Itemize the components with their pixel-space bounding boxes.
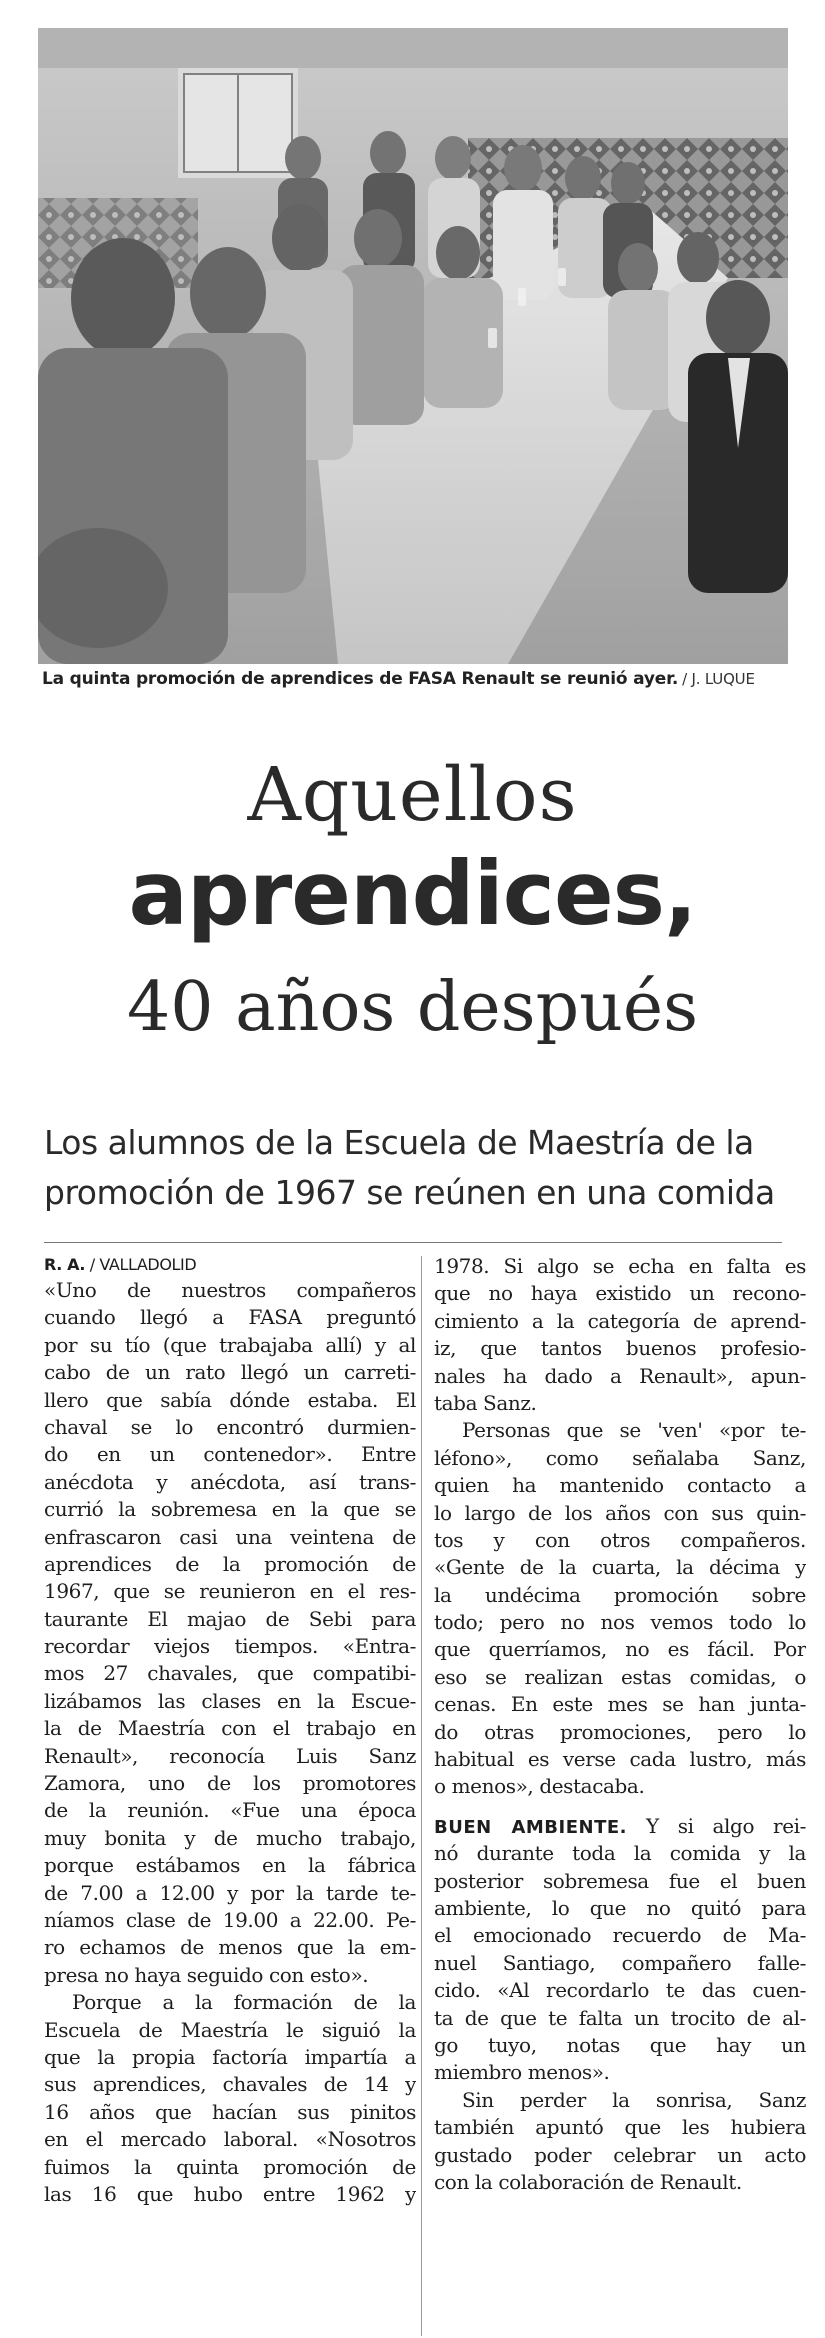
text-line: muy bonita y de mucho trabajo, bbox=[44, 1825, 416, 1850]
text-line: anécdota y anécdota, así trans- bbox=[44, 1469, 416, 1494]
paragraph-gap bbox=[434, 1801, 806, 1813]
left-column-text bbox=[44, 1277, 416, 2208]
byline-place: / VALLADOLID bbox=[89, 1255, 197, 1274]
text-line: aprendices de la promoción de bbox=[44, 1551, 416, 1576]
text-line: Personas que se 'ven' «por te- bbox=[462, 1418, 806, 1443]
text-line: Sin perder la sonrisa, Sanz bbox=[462, 2087, 806, 2112]
text-line: go tuyo, notas que hay un bbox=[434, 2032, 806, 2057]
text-line: enfrascaron casi una veintena de bbox=[44, 1524, 416, 1549]
text-line: recordar viejos tiempos. «Entra- bbox=[44, 1634, 416, 1659]
headline-line-1: Aquellos bbox=[247, 752, 578, 838]
section-lead: BUEN AMBIENTE. bbox=[434, 1816, 627, 1838]
text-line: habitual es verse cada lustro, más bbox=[434, 1747, 806, 1772]
text-line: Escuela de Maestría le siguió la bbox=[44, 2017, 416, 2042]
text-line: nó durante toda la comida y la bbox=[434, 1841, 806, 1866]
text-line: nales ha dado a Renault», apun- bbox=[434, 1363, 806, 1388]
text-line: también apuntó que les hubiera bbox=[434, 2115, 806, 2140]
text-line: fuimos la quinta promoción de bbox=[44, 2154, 416, 2179]
text-line: níamos clase de 19.00 a 22.00. Pe- bbox=[44, 1907, 416, 1932]
text-line: cuando llegó a FASA preguntó bbox=[44, 1305, 416, 1330]
text-line: 1967, que se reunieron en el res- bbox=[44, 1579, 416, 1604]
text-line: posterior sobremesa fue el buen bbox=[434, 1868, 806, 1893]
text-line: presa no haya seguido con esto». bbox=[44, 1962, 369, 1987]
text-line: Zamora, uno de los promotores bbox=[44, 1771, 416, 1796]
paragraph-2 bbox=[434, 1417, 806, 1800]
text-line: ro echamos de menos que la em- bbox=[44, 1935, 416, 1960]
group-photo bbox=[38, 28, 788, 664]
subheadline-line-1: Los alumnos de la Escuela de Maestría de la bbox=[44, 1123, 754, 1162]
text-line: léfono», como señalaba Sanz, bbox=[434, 1445, 806, 1470]
photo-caption bbox=[42, 669, 802, 689]
text-line: Renault», reconocía Luis Sanz bbox=[44, 1743, 416, 1768]
article-column-right bbox=[434, 1253, 806, 2196]
text-line: 16 años que hacían sus pinitos bbox=[44, 2099, 416, 2124]
text-line: la undécima promoción sobre bbox=[434, 1582, 806, 1607]
text-line: lo largo de los años con sus quin- bbox=[434, 1500, 806, 1525]
article-column-left bbox=[44, 1253, 416, 2208]
text-line: eso se realizan estas comidas, o bbox=[434, 1664, 806, 1689]
text-line: de la reunión. «Fue una época bbox=[44, 1798, 416, 1823]
text-line: el emocionado recuerdo de Ma- bbox=[434, 1923, 806, 1948]
text-line: «Gente de la cuarta, la décima y bbox=[434, 1555, 806, 1580]
text-line: tos y con otros compañeros. bbox=[434, 1527, 806, 1552]
text-line: 1978. Si algo se echa en falta es bbox=[434, 1254, 806, 1278]
text-line: ambiente, lo que no quitó para bbox=[434, 1895, 806, 1920]
byline-author: R. A. bbox=[44, 1255, 86, 1274]
text-line: que no haya existido un recono- bbox=[434, 1281, 806, 1306]
byline bbox=[44, 1253, 416, 1277]
column-divider bbox=[421, 1256, 422, 2336]
headline-line-3: 40 años después bbox=[126, 968, 699, 1047]
text-line: mos 27 chavales, que compatibi- bbox=[44, 1661, 416, 1686]
text-line: cido. «Al recordarlo te das cuen- bbox=[434, 1978, 806, 2003]
subheadline bbox=[44, 1118, 804, 1218]
text-line: cenas. En este mes se han junta- bbox=[434, 1692, 806, 1717]
text-line: porque estábamos en la fábrica bbox=[44, 1853, 416, 1878]
text-line: iz, que tantos buenos profesio- bbox=[434, 1336, 806, 1361]
text-line: quien ha mantenido contacto a bbox=[434, 1473, 806, 1498]
text-line: Porque a la formación de la bbox=[72, 1990, 416, 2015]
text-line: la de Maestría con el trabajo en bbox=[44, 1716, 416, 1741]
text-line: miembro menos». bbox=[434, 2060, 610, 2085]
text-line: en el mercado laboral. «Nosotros bbox=[44, 2127, 416, 2152]
text-line: do en un contenedor». Entre bbox=[44, 1442, 416, 1467]
text-line: cimiento a la categoría de aprend- bbox=[434, 1308, 806, 1333]
paragraph-3-first-rest: Y si algo rei- bbox=[645, 1813, 806, 1838]
text-line: sus aprendices, chavales de 14 y bbox=[44, 2072, 416, 2097]
text-line: que la propia factoría impartía a bbox=[44, 2044, 416, 2069]
text-line: lizábamos las clases en la Escue- bbox=[44, 1688, 416, 1713]
caption-text: La quinta promoción de aprendices de FASA Renault se reunió ayer. bbox=[42, 669, 679, 689]
text-line: por su tío (que trabajaba allí) y al bbox=[44, 1332, 416, 1357]
text-line: con la colaboración de Renault. bbox=[434, 2169, 742, 2194]
headline-line-2: aprendices, bbox=[128, 842, 697, 945]
paragraph-3 bbox=[434, 1840, 806, 2087]
text-line: las 16 que hubo entre 1962 y bbox=[44, 2181, 416, 2206]
text-line: de 7.00 a 12.00 y por la tarde te- bbox=[44, 1880, 416, 1905]
photo-credit: / J. LUQUE bbox=[682, 670, 755, 688]
text-line: nuel Santiago, compañero falle- bbox=[434, 1950, 806, 1975]
paragraph-4 bbox=[434, 2087, 806, 2197]
text-line: o menos», destacaba. bbox=[434, 1774, 645, 1799]
paragraph-3-first-line bbox=[434, 1813, 806, 1840]
text-line: do otras promociones, pero lo bbox=[434, 1719, 806, 1744]
text-line: llero que sabía dónde estaba. El bbox=[44, 1387, 416, 1412]
text-line: taba Sanz. bbox=[434, 1390, 537, 1415]
text-line: «Uno de nuestros compañeros bbox=[44, 1278, 416, 1302]
text-line: todo; pero no nos vemos todo lo bbox=[434, 1610, 806, 1635]
paragraph-1 bbox=[434, 1253, 806, 1417]
text-line: chaval se lo encontró durmien- bbox=[44, 1414, 416, 1439]
text-line: cabo de un rato llegó un carreti- bbox=[44, 1360, 416, 1385]
section-divider bbox=[44, 1242, 782, 1243]
subheadline-line-2: promoción de 1967 se reúnen en una comida bbox=[44, 1173, 775, 1212]
text-line: currió la sobremesa en la que se bbox=[44, 1497, 416, 1522]
text-line: taurante El majao de Sebi para bbox=[44, 1606, 416, 1631]
text-line: que querríamos, no es fácil. Por bbox=[434, 1637, 806, 1662]
text-line: gustado poder celebrar un acto bbox=[434, 2142, 806, 2167]
text-line: ta de que te falta un trocito de al- bbox=[434, 2005, 806, 2030]
